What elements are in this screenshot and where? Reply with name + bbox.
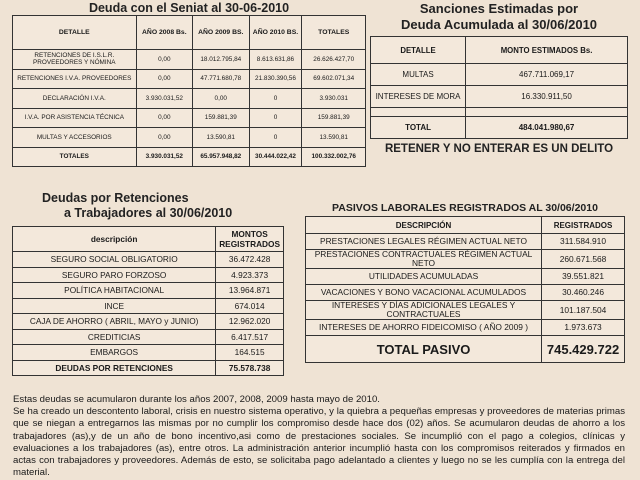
total-row [371, 117, 628, 139]
paragraph-line1: Estas deudas se acumularon durante los años 2007, 2008, 2009 hasta mayo de 2010. [13, 394, 380, 405]
total-cell: 484.041.980,67 [466, 117, 628, 139]
column-header: AÑO 2009 BS. [193, 16, 249, 50]
column-header: MONTOS REGISTRADOS [216, 227, 284, 252]
table-cell: 101.187.504 [542, 301, 625, 320]
column-header: DETALLE [13, 16, 137, 50]
table-row [13, 267, 284, 283]
column-header: AÑO 2008 Bs. [136, 16, 192, 50]
table-cell: INTERESES Y DÍAS ADICIONALES LEGALES Y CONTRACTUALES [306, 301, 542, 320]
sanciones-title-line1: Sanciones Estimadas por [419, 1, 579, 16]
table-cell: INTERESES DE AHORRO FIDEICOMISO ( AÑO 2009 ) [306, 320, 542, 336]
seniat-debt-table [12, 15, 366, 167]
table-cell: 311.584.910 [542, 234, 625, 250]
table-cell: EMBARGOS [13, 345, 216, 361]
seniat-title: Deuda con el Seniat al 30-06-2010 [88, 1, 290, 15]
table-header-row [306, 217, 625, 234]
column-header: DETALLE [371, 37, 466, 64]
table-row [13, 128, 366, 148]
table-row [13, 283, 284, 299]
sanciones-table [370, 36, 628, 139]
table-cell: 3.930.031 [302, 89, 366, 109]
table-cell: SEGURO SOCIAL OBLIGATORIO [13, 252, 216, 268]
table-header-row [371, 37, 628, 64]
table-cell: CAJA DE AHORRO ( ABRIL, MAYO y JUNIO) [13, 314, 216, 330]
table-cell: RETENCIONES I.V.A. PROVEEDORES [13, 69, 137, 89]
table-cell: 0,00 [136, 69, 192, 89]
table-row [13, 108, 366, 128]
table-cell: 8.613.631,86 [249, 50, 302, 70]
table-cell: 4.923.373 [216, 267, 284, 283]
table-row [13, 298, 284, 314]
total-cell: 100.332.002,76 [302, 147, 366, 167]
total-cell: 3.930.031,52 [136, 147, 192, 167]
spacer-cell [466, 108, 628, 117]
table-cell: PRESTACIONES CONTRACTUALES RÉGIMEN ACTUAL NETO [306, 250, 542, 269]
total-cell: DEUDAS POR RETENCIONES [13, 360, 216, 376]
table-cell: 36.472.428 [216, 252, 284, 268]
table-row [13, 69, 366, 89]
table-cell: 0,00 [136, 50, 192, 70]
column-header: DESCRIPCIÓN [306, 217, 542, 234]
table-cell: 13.590,81 [302, 128, 366, 148]
table-header-row [13, 16, 366, 50]
table-cell: PRESTACIONES LEGALES RÉGIMEN ACTUAL NETO [306, 234, 542, 250]
pasivos-table [305, 216, 625, 363]
spacer-row [371, 108, 628, 117]
sanciones-title [370, 1, 628, 33]
table-cell: 21.830.390,56 [249, 69, 302, 89]
table-cell: 13.590,81 [193, 128, 249, 148]
total-cell: TOTAL [371, 117, 466, 139]
table-cell: INTERESES DE MORA [371, 86, 466, 108]
table-cell: 3.930.031,52 [136, 89, 192, 109]
retenciones-table [12, 226, 284, 376]
table-cell: 159.881,39 [193, 108, 249, 128]
table-row [306, 234, 625, 250]
column-header: MONTO ESTIMADOS Bs. [466, 37, 628, 64]
table-cell: 13.964.871 [216, 283, 284, 299]
table-cell: 164.515 [216, 345, 284, 361]
column-header: descripción [13, 227, 216, 252]
table-cell: 0 [249, 128, 302, 148]
total-cell: TOTAL PASIVO [306, 336, 542, 363]
table-cell: 0,00 [136, 108, 192, 128]
table-row [13, 314, 284, 330]
table-cell: 16.330.911,50 [466, 86, 628, 108]
table-cell: 26.626.427,70 [302, 50, 366, 70]
column-header: REGISTRADOS [542, 217, 625, 234]
table-row [13, 329, 284, 345]
total-cell: 75.578.738 [216, 360, 284, 376]
table-cell: 674.014 [216, 298, 284, 314]
table-row [306, 250, 625, 269]
table-cell: MULTAS [371, 64, 466, 86]
table-cell: I.V.A. POR ASISTENCIA TÉCNICA [13, 108, 137, 128]
table-row [13, 345, 284, 361]
sanciones-title-line2: Deuda Acumulada al 30/06/2010 [400, 17, 598, 32]
retenciones-title-line2: a Trabajadores al 30/06/2010 [64, 206, 233, 220]
table-row [13, 50, 366, 70]
total-cell: TOTALES [13, 147, 137, 167]
table-row [306, 301, 625, 320]
table-cell: 30.460.246 [542, 285, 625, 301]
total-cell: 30.444.022,42 [249, 147, 302, 167]
table-cell: 6.417.517 [216, 329, 284, 345]
column-header: AÑO 2010 BS. [249, 16, 302, 50]
table-cell: SEGURO PARO FORZOSO [13, 267, 216, 283]
table-cell: INCE [13, 298, 216, 314]
table-header-row [13, 227, 284, 252]
paragraph-body: Se ha creado un descontento laboral, crisis en nuestro sistema operativo, y la quiebra a pequeñas empresas y proveedores de materias primas que se niegan a entregarnos las mismas por no cumplir los compromiso desde hace dos (02) años. Se acumularon deudas de ahorro a los trabajadores (as),y de un año de bono incentivo,asi como de prestaciones sociales. Se incumplió con el pago a colegios, clínicas y evaluaciones a los trabajadores (as), entre otros. La administración anterior incumplió hasta con los compromisos reiterados y firmados en actas con trabajadores y proveedores. Además de esto, se solicitaba pago adelantado a clientes y luego no se les cumplía con la entrega del material. [13, 406, 625, 479]
table-cell: RETENCIONES DE I.S.L.R. PROVEEDORES Y NÓMINA [13, 50, 137, 70]
table-cell: 47.771.680,78 [193, 69, 249, 89]
total-row [13, 147, 366, 167]
table-cell: VACACIONES Y BONO VACACIONAL ACUMULADOS [306, 285, 542, 301]
table-row [306, 320, 625, 336]
table-cell: 0,00 [136, 128, 192, 148]
total-row [13, 360, 284, 376]
total-cell: 745.429.722 [542, 336, 625, 363]
slogan: RETENER Y NO ENTERAR ES UN DELITO [384, 143, 614, 155]
retenciones-title [40, 191, 270, 221]
table-row [13, 252, 284, 268]
table-cell: UTILIDADES ACUMULADAS [306, 269, 542, 285]
table-cell: 12.962.020 [216, 314, 284, 330]
table-cell: CREDITICIAS [13, 329, 216, 345]
explanatory-paragraph [13, 394, 625, 479]
table-cell: 0 [249, 89, 302, 109]
column-header: TOTALES [302, 16, 366, 50]
total-row [306, 336, 625, 363]
pasivos-title: PASIVOS LABORALES REGISTRADOS AL 30/06/2010 [332, 202, 598, 214]
table-cell: DECLARACIÓN I.V.A. [13, 89, 137, 109]
table-cell: 260.671.568 [542, 250, 625, 269]
table-cell: 69.602.071,34 [302, 69, 366, 89]
table-cell: MULTAS Y ACCESORIOS [13, 128, 137, 148]
table-cell: 39.551.821 [542, 269, 625, 285]
table-cell: 18.012.795,84 [193, 50, 249, 70]
table-cell: 0,00 [193, 89, 249, 109]
table-cell: 467.711.069,17 [466, 64, 628, 86]
table-row [306, 269, 625, 285]
table-cell: POLÍTICA HABITACIONAL [13, 283, 216, 299]
table-cell: 0 [249, 108, 302, 128]
table-cell: 1.973.673 [542, 320, 625, 336]
table-row [371, 64, 628, 86]
table-cell: 159.881,39 [302, 108, 366, 128]
table-row [371, 86, 628, 108]
table-row [13, 89, 366, 109]
retenciones-title-line1: Deudas por Retenciones [42, 191, 189, 205]
spacer-cell [371, 108, 466, 117]
total-cell: 65.957.948,82 [193, 147, 249, 167]
table-row [306, 285, 625, 301]
